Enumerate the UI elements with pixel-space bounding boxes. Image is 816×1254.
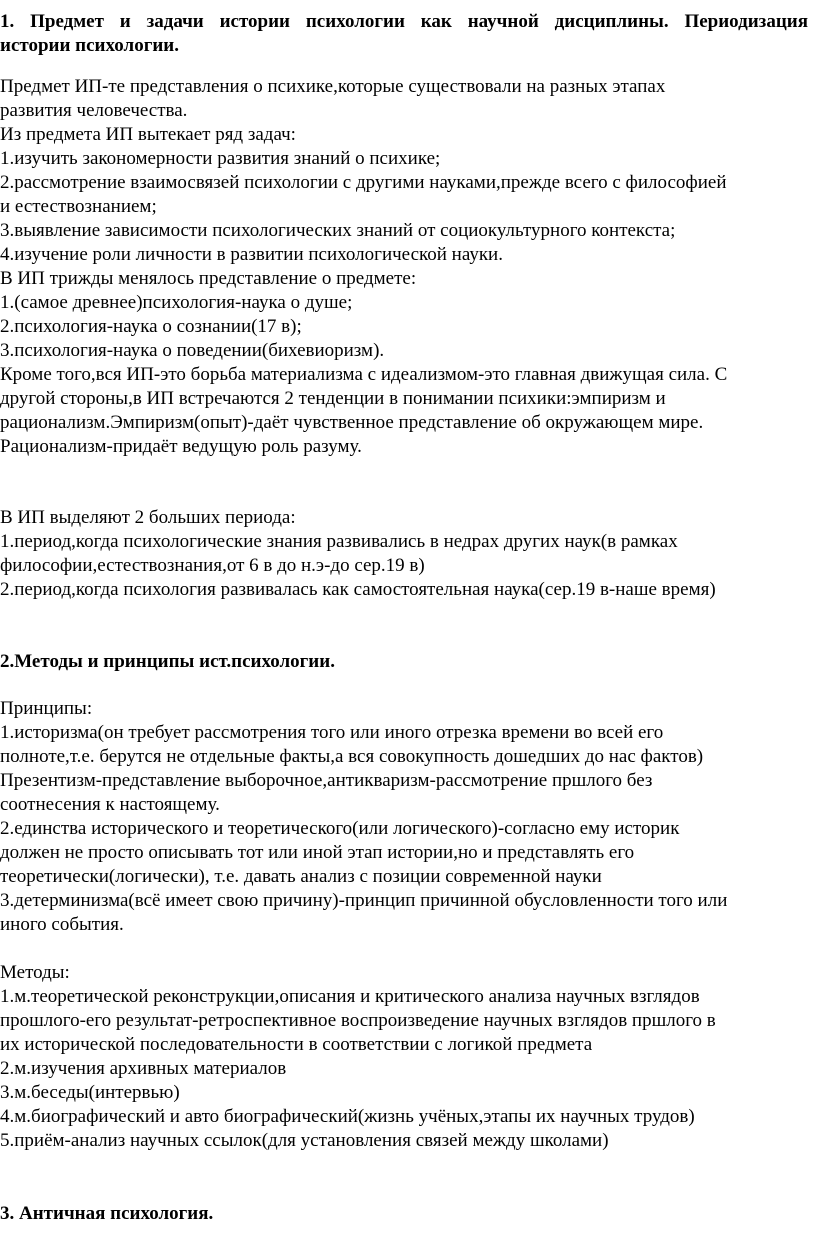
list-item: теоретически(логически), т.е. давать анализ с позиции современной науки [0, 866, 602, 887]
paragraph-line: Кроме того,вся ИП-это борьба материализма с идеализмом-это главная движущая сила. С [0, 364, 728, 385]
list-item: 4.м.биографический и авто биографический(жизнь учёных,этапы их научных трудов) [0, 1106, 695, 1127]
list-item: 3.детерминизма(всё имеет свою причину)-принцип причинной обусловленности того или [0, 890, 728, 911]
list-item: полноте,т.е. берутся не отдельные факты,а вся совокупность дошедших до нас фактов) [0, 746, 704, 767]
list-item: 1.(самое древнее)психология-наука о душе; [0, 292, 353, 313]
list-item: философии,естествознания,от 6 в до н.э-до сер.19 в) [0, 555, 425, 576]
paragraph-line: Презентизм-представление выборочное,антикваризм-рассмотрение пршлого без [0, 770, 653, 791]
list-item: 2.м.изучения архивных материалов [0, 1058, 287, 1079]
list-item: 3.выявление зависимости психологических знаний от социокультурного контекста; [0, 220, 676, 241]
list-item: 1.изучить закономерности развития знаний о психике; [0, 148, 441, 169]
paragraph-line: развития человечества. [0, 100, 188, 121]
paragraph-line: другой стороны,в ИП встречаются 2 тенденции в понимании психики:эмпиризм и [0, 388, 666, 409]
paragraph-line: соотнесения к настоящему. [0, 794, 220, 815]
list-item: 2.период,когда психология развивалась как самостоятельная наука(сер.19 в-наше время) [0, 579, 716, 600]
list-item: 5.приём-анализ научных ссылок(для установления связей между школами) [0, 1130, 609, 1151]
section1-heading-line-2: истории психологии. [0, 35, 179, 56]
list-item: 1.м.теоретической реконструкции,описания и критического анализа научных взглядов [0, 986, 700, 1007]
principles-heading: Принципы: [0, 698, 93, 719]
list-item: их исторической последовательности в соответствии с логикой предмета [0, 1034, 593, 1055]
list-item: 3.психология-наука о поведении(бихевиоризм). [0, 340, 385, 361]
list-item: прошлого-его результат-ретроспективное воспроизведение научных взглядов пршлого в [0, 1010, 716, 1031]
section2-heading: 2.Методы и принципы ист.психологии. [0, 651, 335, 672]
periods-intro: В ИП выделяют 2 больших периода: [0, 507, 296, 528]
list-item: иного события. [0, 914, 124, 935]
methods-heading: Методы: [0, 962, 70, 983]
list-item: 2.рассмотрение взаимосвязей психологии с другими науками,прежде всего с философией [0, 172, 727, 193]
paragraph-line: Предмет ИП-те представления о психике,которые существовали на разных этапах [0, 76, 666, 97]
paragraph-line: рационализм.Эмпиризм(опыт)-даёт чувственное представление об окружающем мире. [0, 412, 704, 433]
list-item: 1.историзма(он требует рассмотрения того или иного отрезка времени во всей его [0, 722, 664, 743]
paragraph-line: В ИП трижды менялось представление о предмете: [0, 268, 417, 289]
list-item: 2.единства исторического и теоретического(или логического)-согласно ему историк [0, 818, 680, 839]
list-item: 1.период,когда психологические знания развивались в недрах других наук(в рамках [0, 531, 678, 552]
paragraph-line: Из предмета ИП вытекает ряд задач: [0, 124, 296, 145]
section3-heading: 3. Античная психология. [0, 1203, 214, 1224]
list-item: 2.психология-наука о сознании(17 в); [0, 316, 302, 337]
paragraph-line: Рационализм-придаёт ведущую роль разуму. [0, 436, 362, 457]
list-item: и естествознанием; [0, 196, 157, 217]
list-item: 3.м.беседы(интервью) [0, 1082, 180, 1103]
list-item: должен не просто описывать тот или иной этап истории,но и представлять его [0, 842, 635, 863]
list-item: 4.изучение роли личности в развитии психологической науки. [0, 244, 503, 265]
section1-heading-line-1: 1. Предмет и задачи истории психологии как научной дисциплины. Периодизация [0, 11, 808, 32]
